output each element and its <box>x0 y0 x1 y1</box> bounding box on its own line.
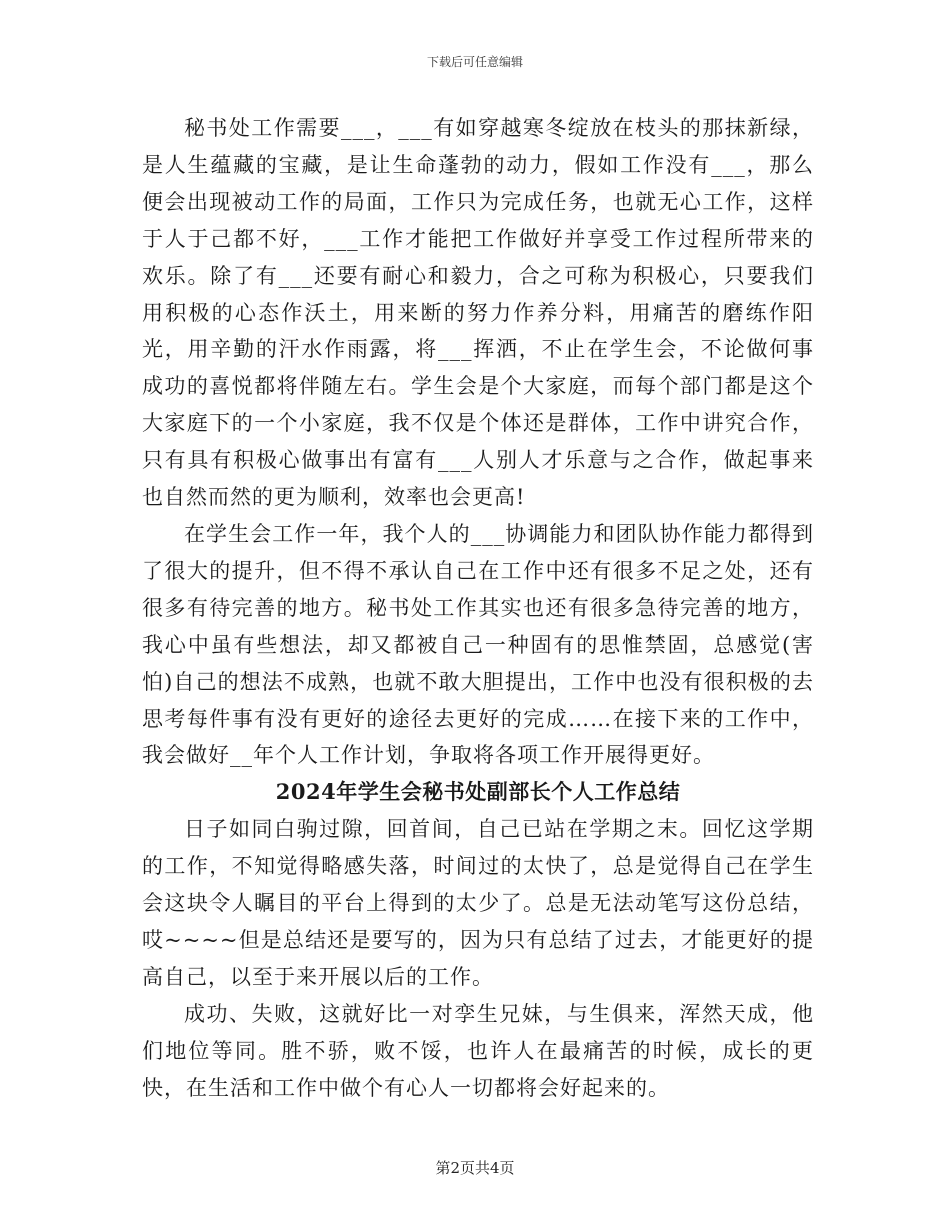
header-note: 下载后可任意编辑 <box>426 55 523 69</box>
paragraph-1: 秘书处工作需要___，___有如穿越寒冬绽放在枝头的那抹新绿，是人生蕴藏的宝藏，是让生命蓬勃的动力，假如工作没有___，那么便会出现被动工作的局面，工作只为完成任务，也就无心工作，这样于人于己都不好，___工作才能把工作做好并享受工作过程所带来的欢乐。除了有___还要有耐心和毅力，合之可称为积极心，只要我们用积极的心态作沃土，用来断的努力作养分料，用痛苦的磨练作阳光，用辛勤的汗水作雨露，将___挥洒，不止在学生会，不论做何事成功的喜悦都将伴随左右。学生会是个大家庭，而每个部门都是这个大家庭下的一个小家庭，我不仅是个体还是群体，工作中讲究合作，只有具有积极心做事出有富有___人别人才乐意与之合作，做起事来也自然而然的更为顺利，效率也会更高! <box>142 116 814 510</box>
paragraph-3: 日子如同白驹过隙，回首间，自己已站在学期之末。回忆这学期的工作，不知觉得略感失落，时间过的太快了，总是觉得自己在学生会这块令人瞩目的平台上得到的太少了。总是无法动笔写这份总结，哎~~~~但是总结还是要写的，因为只有总结了过去，才能更好的提高自己，以至于来开展以后的工作。 <box>142 817 814 989</box>
paragraph-2: 在学生会工作一年，我个人的___协调能力和团队协作能力都得到了很大的提升，但不得不承认自己在工作中还有很多不足之处，还有很多有待完善的地方。秘书处工作其实也还有很多急待完善的地方，我心中虽有些想法，却又都被自己一种固有的思惟禁固，总感觉(害怕)自己的想法不成熟，也就不敢大胆提出，工作中也没有很积极的去思考每件事有没有更好的途径去更好的完成……在接下来的工作中，我会做好__年个人工作计划，争取将各项工作开展得更好。 <box>142 521 814 768</box>
document-body <box>142 110 814 1106</box>
paragraph-4: 成功、失败，这就好比一对孪生兄妹，与生俱来，浑然天成，他们地位等同。胜不骄，败不馁，也许人在最痛苦的时候，成长的更快，在生活和工作中做个有心人一切都将会好起来的。 <box>142 1001 814 1100</box>
section-title: 2024年学生会秘书处副部长个人工作总结 <box>275 779 681 805</box>
page-number: 第2页共4页 <box>435 1159 515 1177</box>
